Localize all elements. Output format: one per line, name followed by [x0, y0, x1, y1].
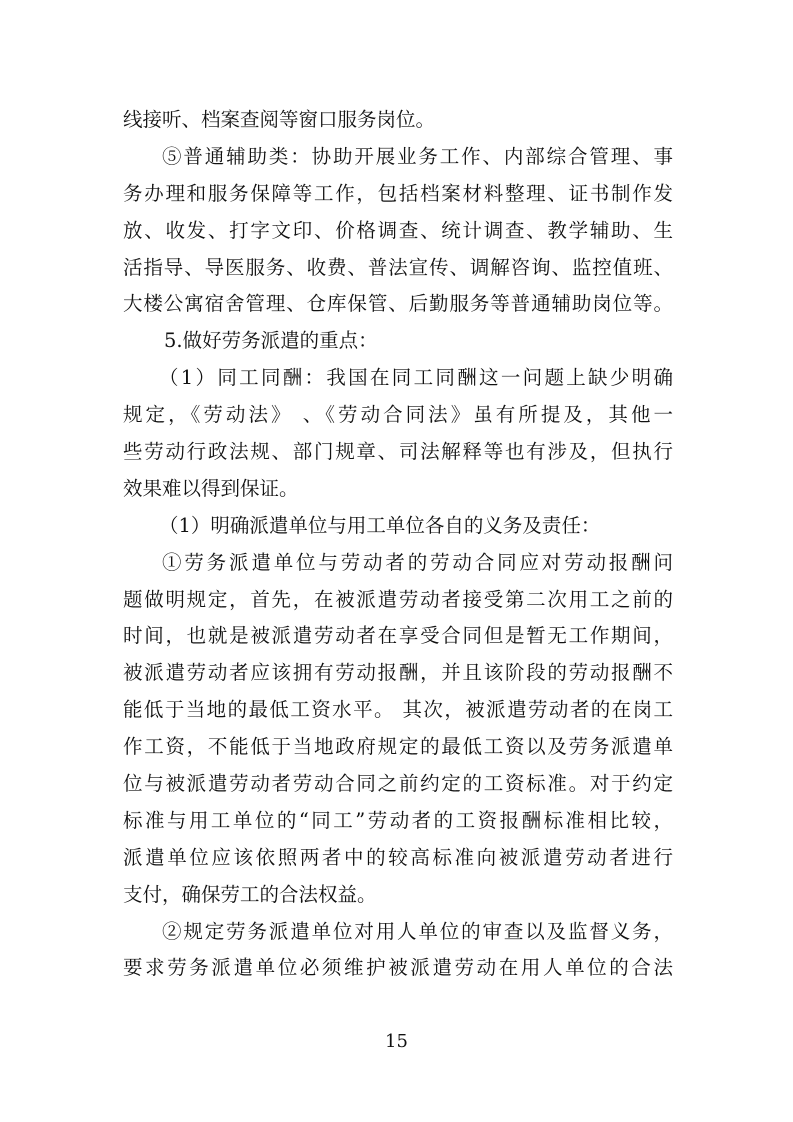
text-line: 大楼公寓宿舍管理、仓库保管、后勤服务等普通辅助岗位等。 — [123, 292, 673, 316]
text-line: 能低于当地的最低工资水平。 其次，被派遣劳动者的在岗工 — [123, 698, 673, 722]
body-text — [123, 102, 673, 987]
text-line: ②规定劳务派遣单位对用人单位的审查以及监督义务， — [162, 919, 673, 943]
text-line: 被派遣劳动者应该拥有劳动报酬，并且该阶段的劳动报酬不 — [123, 661, 673, 685]
text-line: 些劳动行政法规、部门规章、司法解释等也有涉及，但执行 — [123, 440, 673, 464]
text-line: 线接听、档案查阅等窗口服务岗位。 — [123, 108, 436, 131]
page-number: 15 — [385, 1031, 408, 1052]
text-line: 活指导、导医服务、收费、普法宣传、调解咨询、监控值班、 — [123, 255, 673, 279]
text-line: 作工资，不能低于当地政府规定的最低工资以及劳务派遣单 — [123, 735, 673, 759]
text-line: 要求劳务派遣单位必须维护被派遣劳动在用人单位的合法 — [123, 956, 673, 980]
text-line: （1）同工同酬：我国在同工同酬这一问题上缺少明确 — [159, 366, 673, 390]
text-line: 务办理和服务保障等工作，包括档案材料整理、证书制作发 — [123, 181, 673, 205]
subsection-heading: （1）明确派遣单位与用工单位各自的义务及责任： — [159, 513, 601, 537]
text-line: 时间，也就是被派遣劳动者在享受合同但是暂无工作期间， — [123, 624, 673, 648]
text-line: 放、收发、打字文印、价格调查、统计调查、教学辅助、生 — [123, 218, 673, 242]
text-line: 派遣单位应该依照两者中的较高标准向被派遣劳动者进行 — [123, 845, 673, 869]
text-line: 规定，《劳动法》 、《劳动合同法》虽有所提及，其他一 — [123, 403, 673, 427]
text-line: 位与被派遣劳动者劳动合同之前约定的工资标准。对于约定 — [123, 772, 673, 796]
text-line: ①劳务派遣单位与劳动者的劳动合同应对劳动报酬问 — [162, 550, 673, 574]
text-line: 支付，确保劳工的合法权益。 — [123, 882, 377, 906]
section-heading: 5.做好劳务派遣的重点： — [164, 329, 378, 353]
text-line: 题做明规定，首先，在被派遣劳动者接受第二次用工之前的 — [123, 587, 673, 611]
text-line: 效果难以得到保证。 — [123, 476, 299, 500]
text-line: 标准与用工单位的“同工”劳动者的工资报酬标准相比较， — [123, 808, 673, 832]
text-line: ⑤普通辅助类：协助开展业务工作、内部综合管理、事 — [162, 144, 673, 168]
